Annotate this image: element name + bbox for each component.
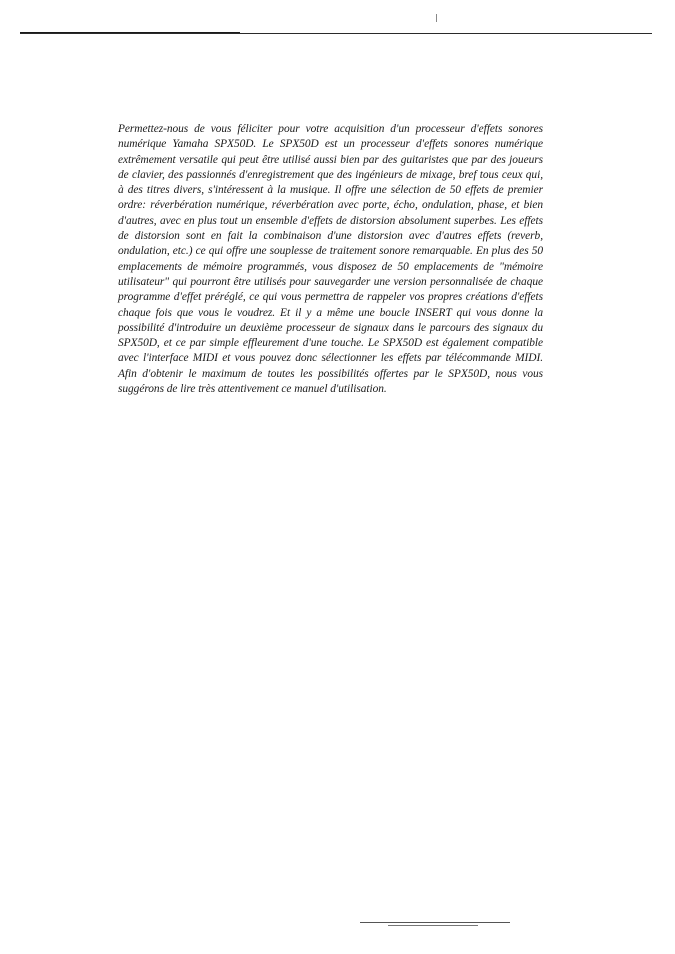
footer-rule — [360, 922, 510, 923]
header-rule — [20, 33, 652, 34]
scan-tick-mark — [436, 14, 437, 22]
footer-rule-short — [388, 925, 478, 926]
intro-paragraph: Permettez-nous de vous féliciter pour votre acquisition d'un processeur d'effets sonores numérique Yamaha SPX50D. Le SPX50D est un processeur d'effets sonores numérique extrêmement versatile qui peut être utilisé aussi bien par des guitaristes que par des joueurs de clavier, des passionnés d'enregistrement que des ingénieurs de mixage, bref tous ceux qui, à des titres divers, s'intéressent à la musique. Il offre une sélection de 50 effets de premier ordre: réverbération numérique, réverbération avec porte, écho, ondulation, phase, et bien d'autres, avec en plus tout un ensemble d'effets de distorsion absolument superbes. Les effets de distorsion sont en fait la combinaison d'une distorsion avec d'autres effets (reverb, ondulation, etc.) ce qui offre une souplesse de traitement sonore remarquable. En plus des 50 emplacements de mémoire programmés, vous disposez de 50 emplacements de "mémoire utilisateur" qui pourront être utilisés pour sauvegarder une version personnalisée de chaque programme d'effet préréglé, ce qui vous permettra de rappeler vos propres créations d'effets chaque fois que vous le voudrez. Et il y a même une boucle INSERT qui vous donne la possibilité d'introduire un deuxième processeur de signaux dans le parcours des signaux du SPX50D, et ce par simple effleurement d'une touche. Le SPX50D est également compatible avec l'interface MIDI et vous pouvez donc sélectionner les effets par télécommande MIDI. Afin d'obtenir le maximum de toutes les possibilités offertes par le SPX50D, nous vous suggérons de lire très attentivement ce manuel d'utilisation. — [118, 123, 543, 396]
